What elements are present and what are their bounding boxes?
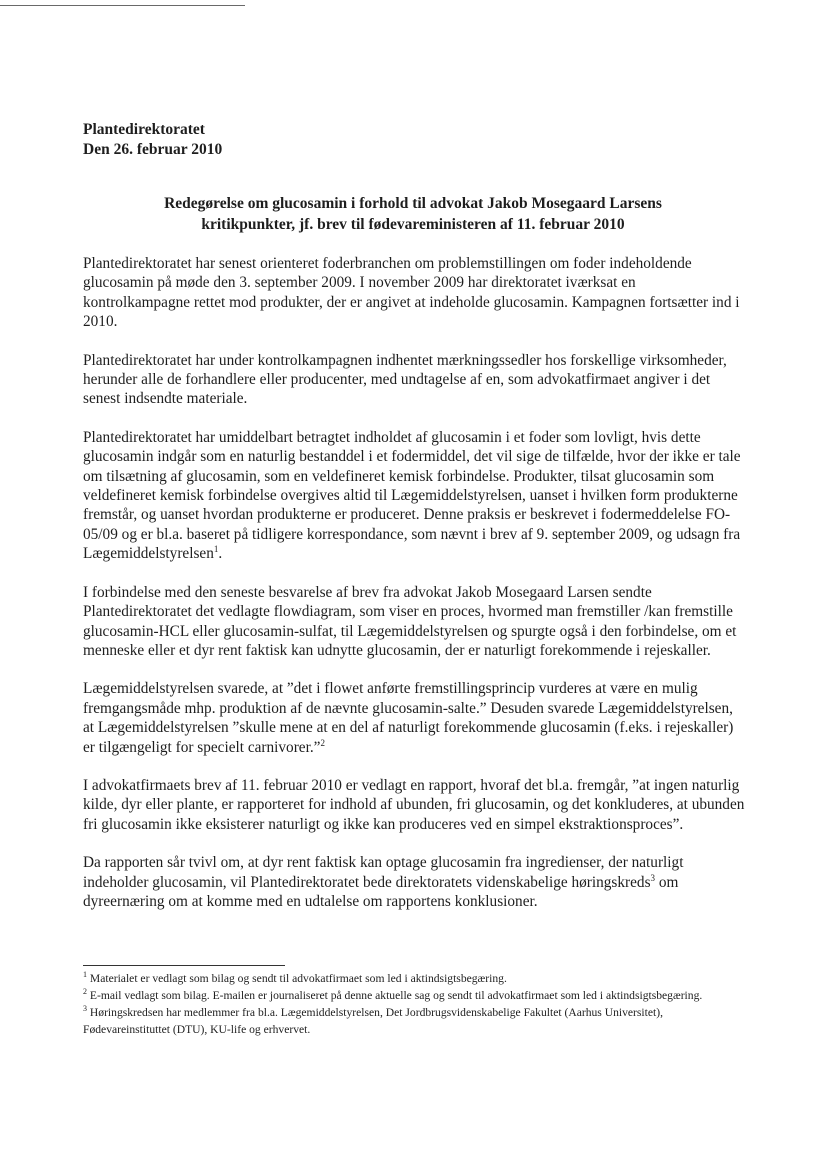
footnote-3 — [83, 1004, 743, 1038]
organization-name: Plantedirektoratet — [83, 121, 205, 138]
footnote-1-mark: 1 — [83, 970, 87, 980]
footnote-2-text: E-mail vedlagt som bilag. E-mailen er journaliseret på denne aktuelle sag og sendt til advokatfirmaet som led i aktindsigtsbegæring. — [87, 989, 703, 1002]
footnote-3-mark: 3 — [83, 1004, 87, 1014]
paragraph-5-text: Lægemiddelstyrelsen svarede, at ”det i flowet anførte fremstillingsprincip vurderes at være en mulig fremgangsmåde mhp. produktion af de nævnte glucosamin-salte.” Desuden svarede Lægemiddelstyrelsen, at Lægemiddelstyrelsen ”skulle mene at en del af naturligt forekommende glucosamin (f.eks. i rejeskaller) er tilgængeligt for specielt carnivorer.” — [83, 680, 734, 756]
footnote-divider — [83, 965, 285, 966]
footnotes — [83, 970, 743, 1038]
paragraph-3-text: Plantedirektoratet har umiddelbart betragtet indholdet af glucosamin i et foder som lovligt, hvis dette glucosamin indgår som en naturlig bestanddel i et fodermiddel, det vil sige de tilfælde, hvor der ikke er tale om tilsætning af glucosamin, som en veldefineret kemisk forbindelse. Produkter, tilsat glucosamin som veldefineret kemisk forbindelse overgives altid til Lægemiddelstyrelsen, uanset i hvilken form produkterne fremstår, og uanset hvordan produkterne er produceret. Denne praksis er beskrevet i fodermeddelelse FO-05/09 og er bl.a. baseret på tidligere korrespondance, som nævnt i brev af 9. september 2009, og udsagn fra Lægemiddelstyrelsen — [83, 428, 741, 563]
letter-header — [83, 120, 222, 160]
paragraph-4: I forbindelse med den seneste besvarelse af brev fra advokat Jakob Mosegaard Larsen sendte Plantedirektoratet det vedlagte flowdiagram, som viser en proces, hvormed man fremstiller /kan fremstille glucosamin-HCL eller glucosamin-sulfat, til Lægemiddelstyrelsen og spurgte også i den forbindelse, om et menneske eller et dyr rent faktisk kan udnytte glucosamin, der er naturligt forekommende i rejeskaller. — [83, 583, 737, 659]
paragraph-7 — [83, 853, 745, 911]
paragraph-7-text-b: om dyreernæring om at komme med en udtalelse om rapportens konklusioner. — [83, 873, 679, 910]
scan-artifact-line — [0, 5, 245, 6]
footnote-2 — [83, 987, 743, 1004]
paragraph-1: Plantedirektoratet har senest orienteret foderbranchen om problemstillingen om foder indeholdende glucosamin på møde den 3. september 2009. I november 2009 har direktoratet iværksat en kontrolkampagne rettet mod produkter, der er angivet at indeholde glucosamin. Kampagnen fortsætter ind i 2010. — [83, 255, 740, 331]
footnote-1 — [83, 970, 743, 987]
letter-date: Den 26. februar 2010 — [83, 141, 223, 158]
paragraph-5 — [83, 679, 745, 757]
footnote-2-mark: 2 — [83, 987, 87, 997]
footnote-1-text: Materialet er vedlagt som bilag og sendt til advokatfirmaet som led i aktindsigtsbegæring. — [87, 972, 507, 985]
paragraph-7-text-a: Da rapporten sår tvivl om, at dyr rent faktisk kan optage glucosamin fra ingredienser, der naturligt indeholder glucosamin, vil Plantedirektoratet bede direktoratets videnskabelige høringskreds — [83, 854, 684, 891]
footnote-3-text: Høringskredsen har medlemmer fra bl.a. Lægemiddelstyrelsen, Det Jordbrugsvidenskabelige Fakultet (Aarhus Universitet), Fødevareinstituttet (DTU), KU-life og erhvervet. — [83, 1006, 663, 1036]
paragraph-3-end: . — [218, 545, 223, 563]
footnote-ref-2: 2 — [320, 737, 325, 748]
paragraph-6: I advokatfirmaets brev af 11. februar 2010 er vedlagt en rapport, hvoraf det bl.a. fremgår, ”at ingen naturlig kilde, dyr eller plante, er rapporteret for indhold af ubunden, fri glucosamin, og det konkluderes, at ubunden fri glucosamin ikke eksisterer naturligt og ikke kan produceres ved en simpel ekstraktionsproces”. — [83, 776, 745, 833]
document-body — [83, 254, 745, 930]
paragraph-2: Plantedirektoratet har under kontrolkampagnen indhentet mærkningssedler hos forskellige virksomheder, herunder alle de forhandlere eller producenter, med undtagelse af en, som advokatfirmaet angiver i det senest indsendte materiale. — [83, 351, 727, 408]
footnote-ref-3: 3 — [650, 872, 656, 883]
footnote-ref-1: 1 — [213, 544, 219, 555]
title-line-1: Redegørelse om glucosamin i forhold til advokat Jakob Mosegaard Larsens — [164, 195, 662, 212]
title-line-2: kritikpunkter, jf. brev til fødevareministeren af 11. februar 2010 — [201, 216, 625, 233]
document-title — [95, 193, 731, 235]
paragraph-3 — [83, 428, 745, 564]
